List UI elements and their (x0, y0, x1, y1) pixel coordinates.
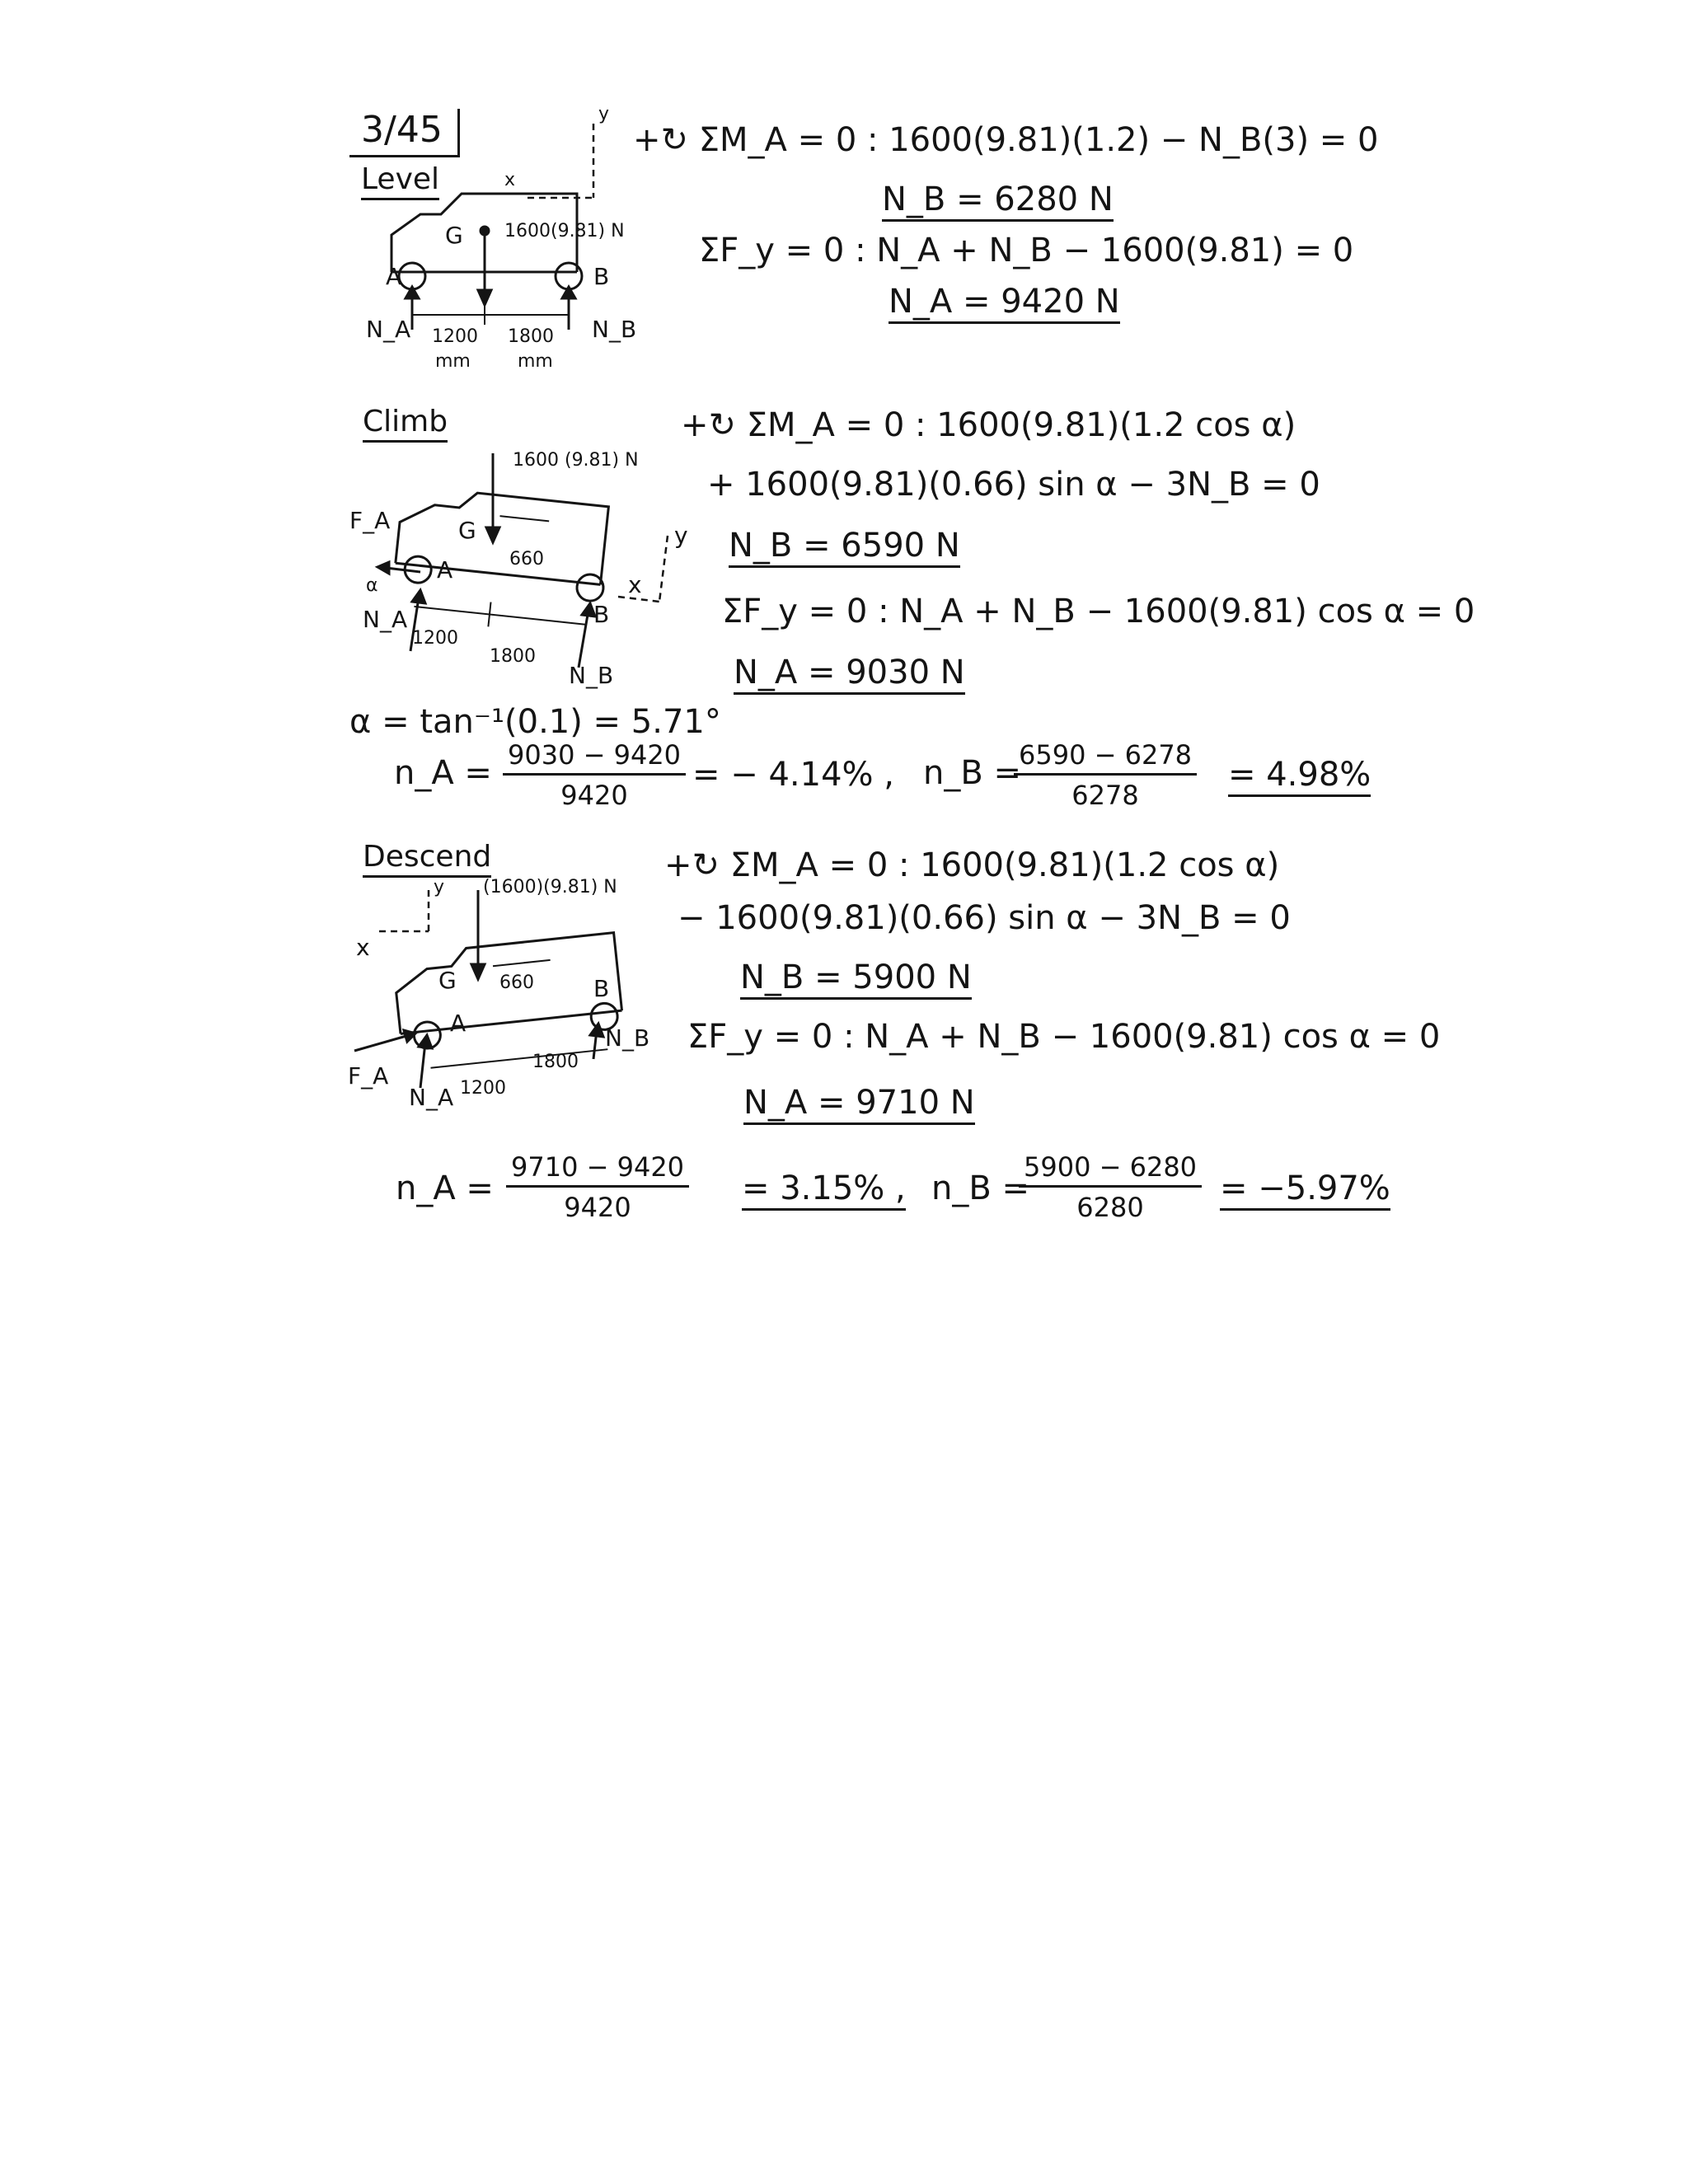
descend-na-result: = 3.15% , (742, 1172, 906, 1211)
climb-g-label: G (458, 517, 476, 544)
climb-nb-arrow (579, 610, 588, 668)
descend-point-b-label: B (593, 975, 610, 1002)
problem-number: 3/45 (349, 109, 460, 157)
climb-nb-fraction (1014, 739, 1197, 811)
climb-alpha-equation: α = tan⁻¹(0.1) = 5.71° (349, 703, 721, 741)
descend-nb-numerator: 5900 − 6280 (1019, 1154, 1202, 1188)
descend-result-na: N_A = 9710 N (743, 1086, 975, 1125)
climb-nb-result: = 4.98% (1228, 758, 1371, 797)
descend-nb-fraction (1019, 1151, 1202, 1223)
climb-nb-numerator: 6590 − 6278 (1014, 742, 1197, 776)
climb-dimension-line (414, 607, 586, 625)
descend-na-fraction (506, 1151, 689, 1223)
descend-dimension-line (431, 1049, 608, 1068)
climb-wheel-b (575, 573, 604, 602)
climb-y-axis-label: y (674, 522, 688, 549)
descend-fa-arrow (354, 1034, 412, 1051)
climb-na-label: N_A (363, 606, 408, 633)
descend-point-a-label: A (450, 1010, 467, 1037)
climb-na-numerator: 9030 − 9420 (503, 742, 686, 776)
level-point-a-label: A (386, 263, 402, 290)
descend-nb-result: = −5.97% (1220, 1172, 1390, 1211)
climb-dim-right-label: 1800 (490, 646, 536, 667)
climb-force-equation: ΣF_y = 0 : N_A + N_B − 1600(9.81) cos α = 0 (722, 593, 1475, 630)
descend-force-equation: ΣF_y = 0 : N_A + N_B − 1600(9.81) cos α = 0 (687, 1018, 1441, 1056)
level-y-axis-label: y (598, 104, 610, 124)
level-na-label: N_A (366, 316, 411, 343)
section-heading-level: Level (361, 165, 439, 200)
climb-point-a-label: A (437, 556, 453, 583)
level-result-na: N_A = 9420 N (889, 285, 1120, 324)
climb-weight-label: 1600 (9.81) N (513, 450, 639, 471)
level-result-nb: N_B = 6280 N (882, 183, 1114, 222)
descend-na-denominator: 9420 (564, 1192, 631, 1223)
descend-moment-equation-line2: − 1600(9.81)(0.66) sin α − 3N_B = 0 (678, 899, 1291, 937)
climb-x-axis-label: x (628, 571, 642, 598)
descend-y-axis-label: y (434, 877, 445, 898)
climb-nb-label: n_B = (923, 754, 1022, 792)
descend-g-label: G (438, 967, 457, 994)
descend-fa-label: F_A (348, 1062, 389, 1090)
section-heading-descend: Descend (363, 842, 491, 878)
descend-nb-label: N_B (605, 1024, 650, 1052)
level-moment-equation: +↻ ΣM_A = 0 : 1600(9.81)(1.2) − N_B(3) = 0 (633, 121, 1379, 159)
descend-nb-label-text: n_B = (931, 1169, 1030, 1207)
descend-na-label: N_A (409, 1084, 454, 1111)
climb-dim-g-label: 660 (509, 549, 544, 569)
descend-weight-label: (1600)(9.81) N (483, 877, 617, 898)
climb-car-body (396, 485, 609, 585)
climb-na-fraction (503, 739, 686, 811)
level-nb-label: N_B (592, 316, 637, 343)
level-force-equation: ΣF_y = 0 : N_A + N_B − 1600(9.81) = 0 (699, 232, 1354, 269)
climb-nb-denominator: 6278 (1071, 780, 1139, 811)
descend-result-nb: N_B = 5900 N (740, 961, 972, 1000)
descend-dim-right-label: 1800 (532, 1052, 579, 1072)
level-dim-right-label: 1800 (508, 326, 554, 347)
descend-na-numerator: 9710 − 9420 (506, 1154, 689, 1188)
climb-moment-equation-line2: + 1600(9.81)(0.66) sin α − 3N_B = 0 (707, 466, 1320, 504)
descend-na-label-text: n_A = (396, 1169, 494, 1207)
descend-nb-denominator: 6280 (1076, 1192, 1144, 1223)
climb-alpha-label: α (366, 575, 378, 596)
descend-x-axis-label: x (356, 934, 370, 961)
climb-result-na: N_A = 9030 N (734, 656, 965, 695)
descend-dim-g-label: 660 (499, 972, 534, 993)
climb-y-axis-line (659, 536, 668, 602)
level-weight-label: 1600(9.81) N (504, 221, 625, 241)
climb-na-label: n_A = (394, 754, 492, 792)
level-point-b-label: B (593, 263, 610, 290)
level-g-label: G (445, 222, 463, 249)
level-x-axis-label: x (504, 170, 516, 190)
level-dim-left-label: 1200 (432, 326, 478, 347)
descend-moment-equation-line1: +↻ ΣM_A = 0 : 1600(9.81)(1.2 cos α) (664, 846, 1280, 884)
climb-moment-equation-line1: +↻ ΣM_A = 0 : 1600(9.81)(1.2 cos α) (681, 406, 1296, 444)
climb-na-result: = − 4.14% , (692, 756, 894, 794)
climb-point-b-label: B (593, 601, 610, 628)
section-heading-climb: Climb (363, 407, 448, 443)
climb-na-denominator: 9420 (560, 780, 628, 811)
level-unit-right-label: mm (518, 351, 553, 372)
descend-dim-left-label: 1200 (460, 1078, 506, 1099)
climb-fa-label: F_A (349, 507, 391, 534)
climb-dim-left-label: 1200 (412, 628, 458, 649)
descend-na-arrow (420, 1043, 425, 1088)
level-unit-left-label: mm (435, 351, 471, 372)
climb-nb-label: N_B (569, 662, 614, 689)
climb-result-nb: N_B = 6590 N (729, 529, 960, 568)
